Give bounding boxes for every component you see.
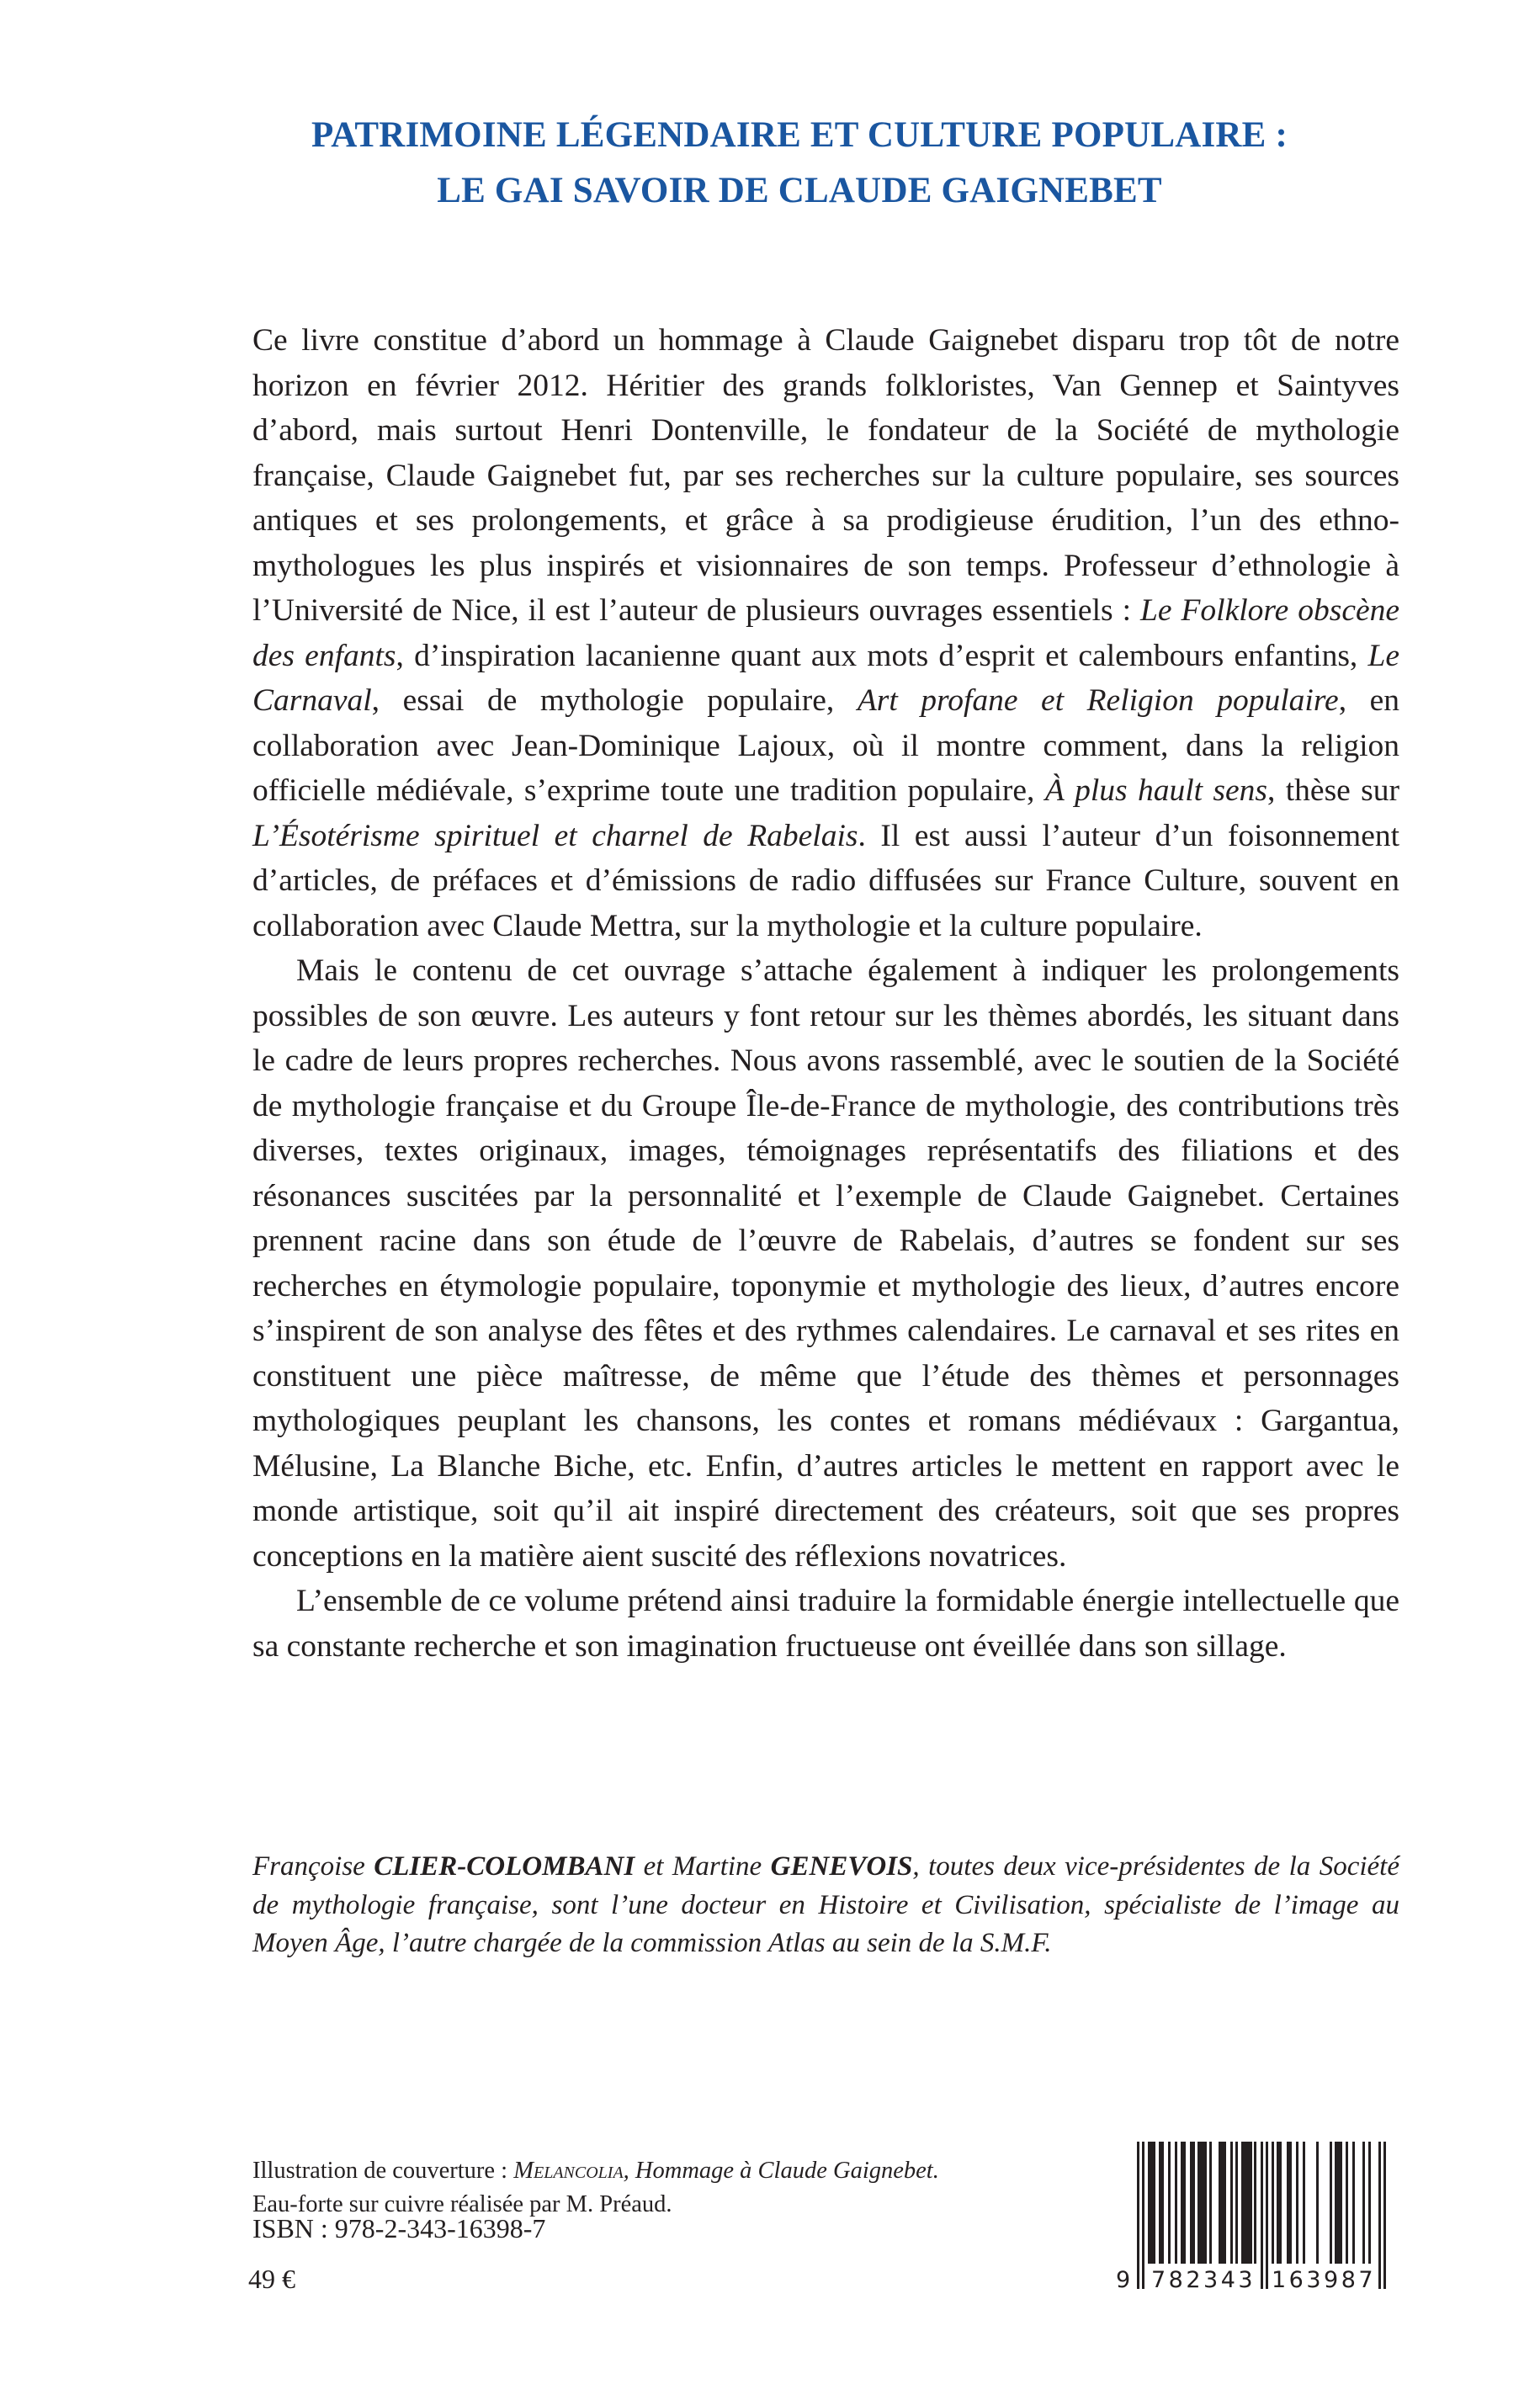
isbn: ISBN : 978-2-343-16398-7 [252,2213,546,2243]
work-title-art-profane: Art profane et Religion populaire [857,683,1339,718]
blurb-paragraph-3: L’ensemble de ce volume prétend ainsi traduire la formidable énergie intellectuelle que sa constante recherche et son imagination fructueuse ont éveillée dans son sillage. [252,1584,1399,1664]
author-2-surname: GENEVOIS [770,1851,913,1882]
work-title-folklore: Le Folklore obscène des enfants [252,593,1399,673]
price: 49 € [248,2264,295,2294]
author-bio: Françoise CLIER-COLOMBANI et Martine GENEVOIS, toutes deux vice-présidentes de la Société de mythologie française, sont l’une docteur en Histoire et Civilisation, spécialiste de l’image au Moyen Âge, l’autre chargée de la commission Atlas au sein de la S.M.F. [252,1851,1399,1958]
title-line-2: LE GAI SAVOIR DE CLAUDE GAIGNEBET [437,171,1162,210]
blurb [252,318,1399,1669]
illustration-title: Melancolia [513,2158,624,2184]
cover-illustration-credit: Illustration de couverture : Melancolia, Hommage à Claude Gaignebet. Eau-forte sur cuivre réalisée par M. Préaud. [252,2158,939,2217]
barcode-digits: 9 782343 163987 [1116,2267,1377,2293]
work-title-carnaval: Le Carnaval [252,638,1399,718]
author-1-surname: CLIER-COLOMBANI [374,1851,635,1882]
blurb-paragraph-2: Mais le contenu de cet ouvrage s’attache également à indiquer les prolongements possibles de son œuvre. Les auteurs y font retour sur les thèmes abordés, les situant dans le cadre de leurs propres recherches. Nous avons rassemblé, avec le soutien de la Société de mythologie française et du Groupe Île-de-France de mythologie, des contributions très diverses, textes originaux, images, témoignages représentatifs des filiations et des résonances suscitées par la personnalité et l’exemple de Claude Gaignebet. Certaines prennent racine dans son étude de l’œuvre de Rabelais, d’autres se fondent sur ses recherches en étymologie populaire, toponymie et mythologie des lieux, d’autres encore s’inspirent de son analyse des fêtes et des rythmes calendaires. Le carnaval et ses rites en constituent une pièce maîtresse, de même que l’étude des thèmes et personnages mythologiques peuplant les chansons, les contes et romans médiévaux : Gargantua, Mélusine, La Blanche Biche, etc. Enfin, d’autres articles le mettent en rapport avec le monde artistique, soit qu’il ait inspiré directement des créateurs, soit que ses propres conceptions en la matière aient suscité des réflexions novatrices. [252,953,1399,1574]
title-line-1: PATRIMOINE LÉGENDAIRE ET CULTURE POPULAIRE : [311,115,1288,155]
work-title-esoterisme: L’Ésotérisme spirituel et charnel de Rabelais [252,818,858,853]
book-title [210,108,1389,219]
work-title-plus-hault-sens: À plus hault sens [1044,773,1268,808]
blurb-paragraph-1: Ce livre constitue d’abord un hommage à Claude Gaignebet disparu trop tôt de notre horizon en février 2012. Héritier des grands folkloristes, Van Gennep et Saintyves d’abord, mais surtout Henri Dontenville, le fondateur de la Société de mythologie française, Claude Gaignebet fut, par ses recherches sur la culture populaire, ses sources antiques et ses prolongements, et grâce à sa prodigieuse érudition, l’un des ethno-mythologues les plus inspirés et visionnaires de son temps. Professeur d’ethnologie à l’Université de Nice, il est l’auteur de plusieurs ouvrages essentiels : Le Folklore obscène des enfants, d’inspiration lacanienne quant aux mots d’esprit et calembours enfantins, Le Carnaval, essai de mythologie populaire, Art profane et Religion populaire, en collaboration avec Jean-Dominique Lajoux, où il montre comment, dans la religion officielle médiévale, s’exprime toute une tradition populaire, À plus hault sens, thèse sur L’Ésotérisme spirituel et charnel de Rabelais. Il est aussi l’auteur d’un foisonnement d’articles, de préfaces et d’émissions de radio diffusées sur France Culture, souvent en collaboration avec Claude Mettra, sur la mythologie et la culture populaire. [252,323,1400,943]
